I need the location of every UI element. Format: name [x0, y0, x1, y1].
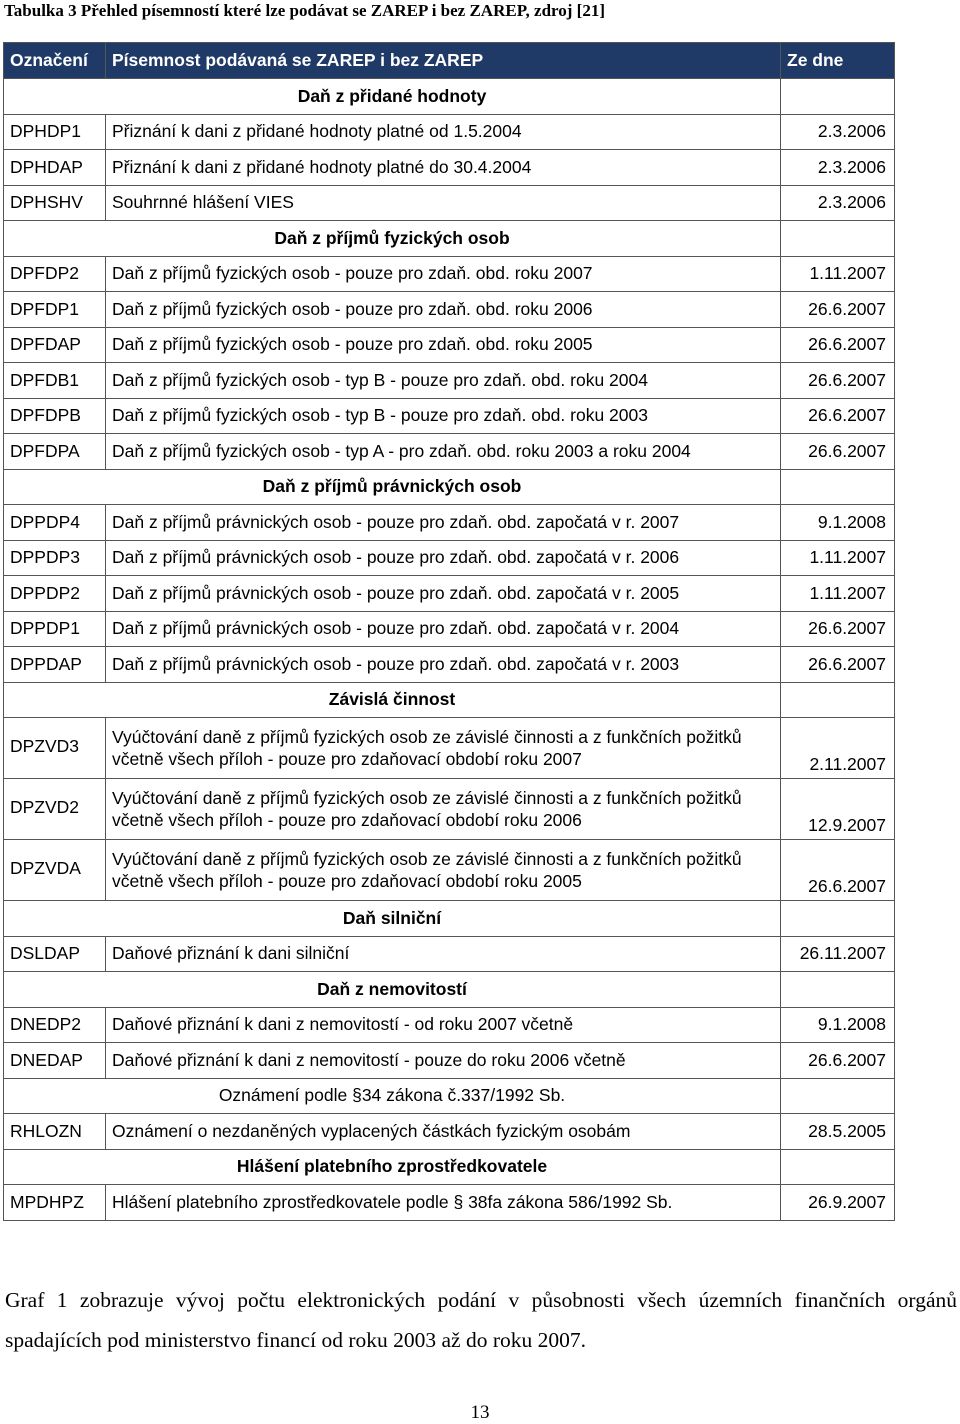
cell-code: DPPDAP [4, 647, 106, 683]
cell-description: Hlášení platebního zprostředkovatele podle § 38fa zákona 586/1992 Sb. [106, 1185, 781, 1221]
table-row [4, 114, 895, 150]
cell-code: DPPDP2 [4, 576, 106, 612]
cell-code: RHLOZN [4, 1114, 106, 1150]
section-row [4, 79, 895, 115]
section-title: Hlášení platebního zprostředkovatele [4, 1149, 781, 1185]
cell-description: Daňové přiznání k dani z nemovitostí - pouze do roku 2006 včetně [106, 1043, 781, 1079]
header-code: Označení [4, 43, 106, 79]
table-row [4, 1185, 895, 1221]
table-row [4, 611, 895, 647]
table-header-row [4, 43, 895, 79]
cell-date: 2.11.2007 [781, 718, 895, 779]
cell-date: 26.6.2007 [781, 363, 895, 399]
cell-code: DNEDAP [4, 1043, 106, 1079]
table-row [4, 1114, 895, 1150]
body-paragraph: Graf 1 zobrazuje vývoj počtu elektronických podání v působnosti všech územních finančních orgánů spadajících pod ministerstvo financí od roku 2003 až do roku 2007. [5, 1288, 957, 1352]
cell-code: DPFDAP [4, 327, 106, 363]
cell-date: 26.6.2007 [781, 327, 895, 363]
table-row [4, 292, 895, 328]
cell-code: DPZVDA [4, 840, 106, 901]
table-row [4, 779, 895, 840]
table-row [4, 540, 895, 576]
section-row [4, 221, 895, 257]
cell-description: Přiznání k dani z přidané hodnoty platné do 30.4.2004 [106, 150, 781, 186]
cell-description: Daň z příjmů právnických osob - pouze pro zdaň. obd. započatá v r. 2006 [106, 540, 781, 576]
cell-date: 2.3.2006 [781, 150, 895, 186]
cell-code: DPHDP1 [4, 114, 106, 150]
cell-date: 12.9.2007 [781, 779, 895, 840]
section-title: Daň silniční [4, 901, 781, 937]
cell-code: DPHSHV [4, 185, 106, 221]
cell-code: DPPDP3 [4, 540, 106, 576]
section-empty-cell [781, 221, 895, 257]
cell-description: Daň z příjmů právnických osob - pouze pro zdaň. obd. započatá v r. 2005 [106, 576, 781, 612]
cell-description: Přiznání k dani z přidané hodnoty platné od 1.5.2004 [106, 114, 781, 150]
cell-code: DPFDP1 [4, 292, 106, 328]
table-row [4, 718, 895, 779]
section-title: Daň z nemovitostí [4, 972, 781, 1008]
table-row [4, 256, 895, 292]
table-row [4, 505, 895, 541]
cell-code: DPPDP4 [4, 505, 106, 541]
cell-code: DPFDPB [4, 398, 106, 434]
table-row [4, 576, 895, 612]
section-row [4, 469, 895, 505]
table-caption: Tabulka 3 Přehled písemností které lze podávat se ZAREP i bez ZAREP, zdroj [21] [4, 1, 605, 20]
section-row [4, 1078, 895, 1114]
cell-code: DPZVD3 [4, 718, 106, 779]
table-row [4, 1043, 895, 1079]
section-row [4, 1149, 895, 1185]
section-empty-cell [781, 901, 895, 937]
section-row [4, 972, 895, 1008]
cell-code: DPFDP2 [4, 256, 106, 292]
table-row [4, 434, 895, 470]
cell-code: DNEDP2 [4, 1007, 106, 1043]
page-number: 13 [470, 1402, 490, 1423]
table-row [4, 398, 895, 434]
cell-date: 26.6.2007 [781, 398, 895, 434]
table-row [4, 185, 895, 221]
cell-description: Daň z příjmů fyzických osob - typ B - pouze pro zdaň. obd. roku 2004 [106, 363, 781, 399]
cell-description: Daň z příjmů fyzických osob - typ B - pouze pro zdaň. obd. roku 2003 [106, 398, 781, 434]
section-title: Daň z příjmů fyzických osob [4, 221, 781, 257]
cell-date: 26.6.2007 [781, 647, 895, 683]
table-row [4, 150, 895, 186]
cell-description: Daň z příjmů fyzických osob - typ A - pro zdaň. obd. roku 2003 a roku 2004 [106, 434, 781, 470]
cell-code: DPHDAP [4, 150, 106, 186]
cell-date: 1.11.2007 [781, 576, 895, 612]
cell-code: DPFDB1 [4, 363, 106, 399]
section-empty-cell [781, 79, 895, 115]
cell-description: Daň z příjmů právnických osob - pouze pro zdaň. obd. započatá v r. 2003 [106, 647, 781, 683]
cell-code: DPZVD2 [4, 779, 106, 840]
section-title: Daň z příjmů právnických osob [4, 469, 781, 505]
cell-description: Vyúčtování daně z příjmů fyzických osob ze závislé činnosti a z funkčních požitků včetně všech příloh - pouze pro zdaňovací období roku 2005 [106, 840, 781, 901]
cell-date: 2.3.2006 [781, 185, 895, 221]
cell-description: Daň z příjmů fyzických osob - pouze pro zdaň. obd. roku 2006 [106, 292, 781, 328]
section-row [4, 682, 895, 718]
section-empty-cell [781, 1078, 895, 1114]
cell-description: Daň z příjmů právnických osob - pouze pro zdaň. obd. započatá v r. 2007 [106, 505, 781, 541]
section-empty-cell [781, 1149, 895, 1185]
cell-description: Vyúčtování daně z příjmů fyzických osob ze závislé činnosti a z funkčních požitků včetně všech příloh - pouze pro zdaňovací období roku 2006 [106, 779, 781, 840]
cell-date: 26.11.2007 [781, 936, 895, 972]
cell-date: 2.3.2006 [781, 114, 895, 150]
cell-date: 9.1.2008 [781, 1007, 895, 1043]
cell-description: Souhrnné hlášení VIES [106, 185, 781, 221]
cell-description: Oznámení o nezdaněných vyplacených částkách fyzickým osobám [106, 1114, 781, 1150]
cell-description: Daň z příjmů právnických osob - pouze pro zdaň. obd. započatá v r. 2004 [106, 611, 781, 647]
cell-code: DPFDPA [4, 434, 106, 470]
section-row [4, 901, 895, 937]
table-row [4, 327, 895, 363]
cell-date: 1.11.2007 [781, 256, 895, 292]
table-row [4, 1007, 895, 1043]
cell-date: 26.9.2007 [781, 1185, 895, 1221]
header-description: Písemnost podávaná se ZAREP i bez ZAREP [106, 43, 781, 79]
cell-date: 26.6.2007 [781, 292, 895, 328]
filings-table [3, 42, 895, 1221]
section-title: Oznámení podle §34 zákona č.337/1992 Sb. [4, 1078, 781, 1114]
cell-description: Daň z příjmů fyzických osob - pouze pro zdaň. obd. roku 2005 [106, 327, 781, 363]
cell-date: 26.6.2007 [781, 1043, 895, 1079]
cell-date: 1.11.2007 [781, 540, 895, 576]
cell-code: DPPDP1 [4, 611, 106, 647]
cell-date: 26.6.2007 [781, 434, 895, 470]
cell-date: 26.6.2007 [781, 611, 895, 647]
section-title: Závislá činnost [4, 682, 781, 718]
section-empty-cell [781, 682, 895, 718]
cell-description: Vyúčtování daně z příjmů fyzických osob ze závislé činnosti a z funkčních požitků včetně všech příloh - pouze pro zdaňovací období roku 2007 [106, 718, 781, 779]
cell-description: Daň z příjmů fyzických osob - pouze pro zdaň. obd. roku 2007 [106, 256, 781, 292]
table-row [4, 840, 895, 901]
cell-code: MPDHPZ [4, 1185, 106, 1221]
section-empty-cell [781, 972, 895, 1008]
cell-description: Daňové přiznání k dani silniční [106, 936, 781, 972]
table-row [4, 647, 895, 683]
cell-date: 26.6.2007 [781, 840, 895, 901]
header-date: Ze dne [781, 43, 895, 79]
table-row [4, 936, 895, 972]
cell-date: 9.1.2008 [781, 505, 895, 541]
table-row [4, 363, 895, 399]
section-title: Daň z přidané hodnoty [4, 79, 781, 115]
cell-code: DSLDAP [4, 936, 106, 972]
section-empty-cell [781, 469, 895, 505]
cell-date: 28.5.2005 [781, 1114, 895, 1150]
cell-description: Daňové přiznání k dani z nemovitostí - od roku 2007 včetně [106, 1007, 781, 1043]
